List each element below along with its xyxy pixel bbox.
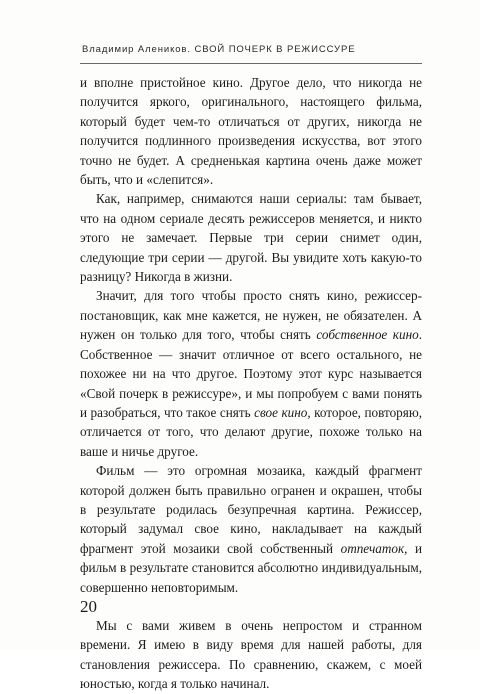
- header-rule: [80, 63, 422, 64]
- paragraph-4: [80, 461, 422, 597]
- paragraph-3: [80, 286, 422, 461]
- paragraph-4-text-b: , и фильм в результате становится абсолютно индивидуальным, совершенно неповторимым.: [80, 540, 423, 595]
- paragraph-3-text-a: Значит, для того чтобы просто снять кино, режиссер-постановщик, как мне кажется, не нужен, не обязателен. А нужен он только для того, чтобы снять: [80, 288, 422, 343]
- paragraph-3-text-b: . Собственное — значит отличное от всего остального, не похожее ни на что другое. Поэтому этот курс называется «Свой почерк в режиссуре», и мы попробуем с вами понять и разобраться, что такое снять: [80, 327, 423, 420]
- paragraph-5: Мы с вами живем в очень непростом и странном времени. Я имею в виду время для нашей работы, для становления режиссера. По сравнению, скажем, с моей юностью, когда я только начинал.: [80, 617, 422, 692]
- paragraph-2: Как, например, снимаются наши сериалы: там бывает, что на одном сериале десять режиссеров меняется, и никто этого не замечает. Первые три серии снимет один, следующие три серии — другой. Вы увидите хоть какую-то разницу? Никогда в жизни.: [80, 191, 422, 285]
- body-text: [80, 73, 422, 694]
- running-head: Владимир Алеников. СВОЙ ПОЧЕРК В РЕЖИССУРЕ: [82, 44, 356, 55]
- paragraph-3-emphasis-a: собственное кино: [316, 327, 419, 343]
- paragraph-4-emphasis: отпечаток: [340, 540, 405, 556]
- paragraph-4-text-a: Фильм — это огромная мозаика, каждый фрагмент которой должен быть правильно огранен и окрашен, чтобы в результате родилась безупречная картина. Режиссер, который задумал свое кино, накладывает на каждый фрагмент этой мозаики свой собственный: [80, 463, 422, 556]
- paragraph-3-emphasis-b: свое кино: [254, 404, 308, 420]
- paragraph-1: и вполне пристойное кино. Другое дело, что никогда не получится яркого, оригинального, настоящего фильма, который будет чем-то отличаться от других, никогда не получится подлинного произведения искусства, вот этого точно не будет. А средненькая картина очень даже может быть, что и «слепится».: [80, 75, 422, 188]
- paragraph-3-text-c: , которое, повторяю, отличается от того, что делают другие, похоже только на ваше и ничье другое.: [80, 404, 422, 459]
- page-number: 20: [80, 597, 97, 616]
